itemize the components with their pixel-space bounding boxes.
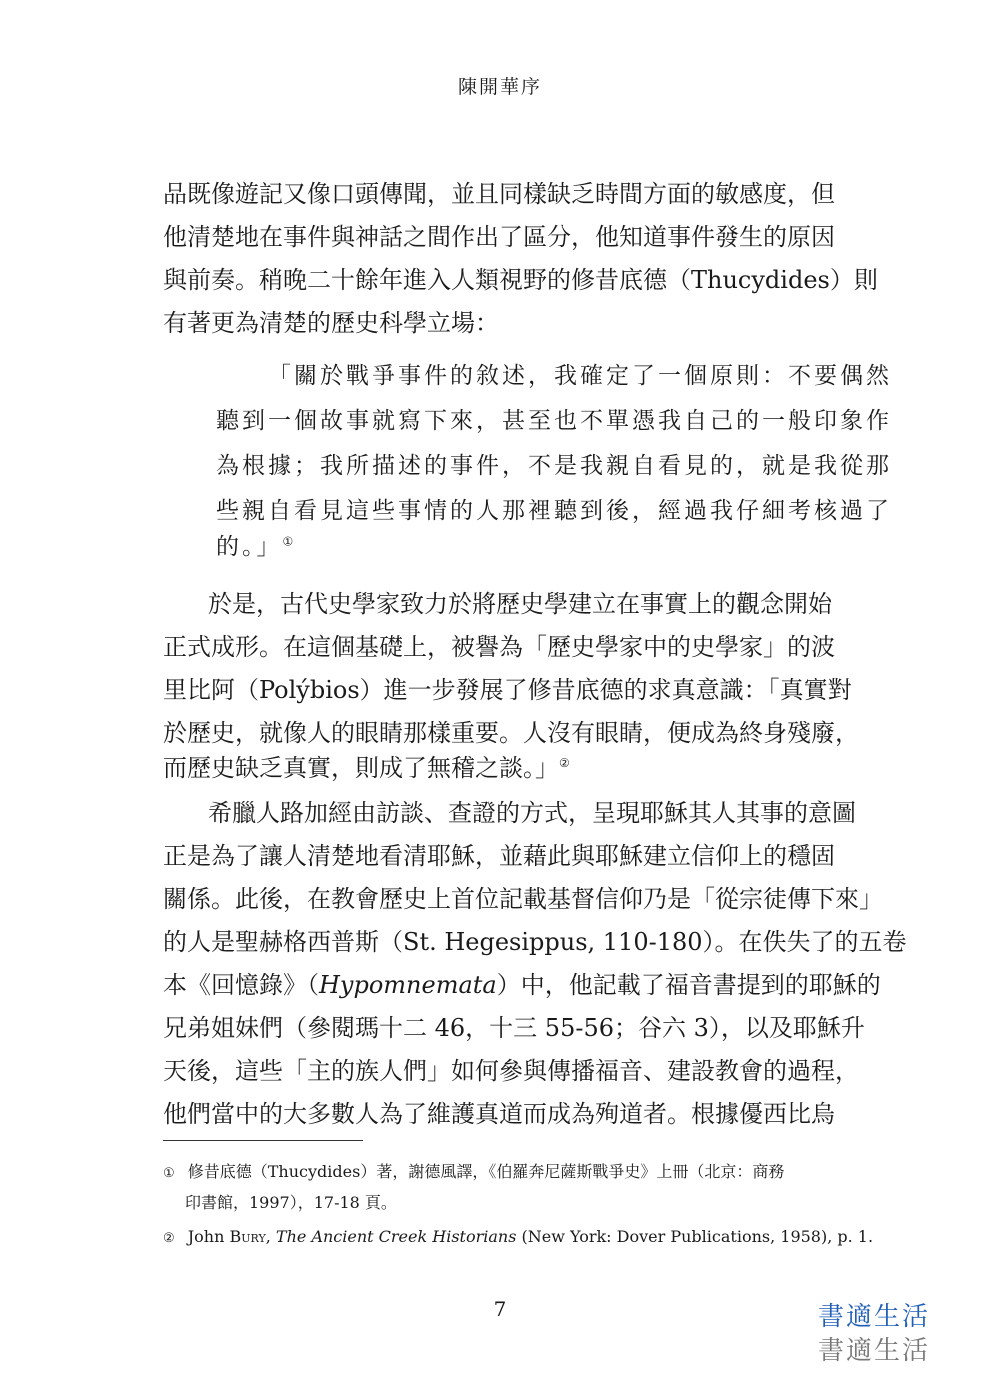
quote-line-last <box>216 528 296 561</box>
quote-line: 聽到一個故事就寫下來，甚至也不單憑我自己的一般印象作 <box>216 408 892 434</box>
watermark-logo-shadow: 書適生活 <box>818 1336 931 1366</box>
running-header: 陳開華序 <box>457 76 542 98</box>
body-text: 而歷史缺乏真實，則成了無稽之談。」 <box>163 754 559 782</box>
book-title: Hypomnemata <box>319 971 497 999</box>
body-line: 他清楚地在事件與神話之間作出了區分，他知道事件發生的原因 <box>163 223 835 251</box>
footnote-1-cont: 印書館，1997），17-18 頁。 <box>185 1193 397 1212</box>
footnote-title: The Ancient Creek Historians <box>275 1227 517 1246</box>
body-line: 於是，古代史學家致力於將歷史學建立在事實上的觀念開始 <box>208 590 832 618</box>
body-line: 品既像遊記又像口頭傳聞，並且同樣缺乏時間方面的敏感度，但 <box>163 180 835 208</box>
footnote-mark: ① <box>163 1166 175 1181</box>
body-line <box>163 965 881 1000</box>
footnote-author-surname: Bury <box>229 1227 266 1246</box>
watermark-logo: 書適生活 <box>818 1302 931 1332</box>
body-line: 里比阿（Polýbios）進一步發展了修昔底德的求真意識：「真實對 <box>163 676 852 704</box>
footnote-author: John <box>187 1227 230 1246</box>
footnote-text: 修昔底德（Thucydides）著，謝德風譯，《伯羅奔尼薩斯戰爭史》上冊（北京：商務 <box>187 1162 785 1181</box>
body-line: 的人是聖赫格西普斯（St. Hegesippus, 110-180）。在佚失了的五卷 <box>163 928 907 956</box>
quote-line: 「關於戰爭事件的敘述，我確定了一個原則：不要偶然 <box>268 363 892 389</box>
footnote-ref[interactable]: ① <box>282 534 297 549</box>
footnote-rest: (New York: Dover Publications, 1958), p. 1. <box>516 1227 874 1246</box>
body-line: 正是為了讓人清楚地看清耶穌，並藉此與耶穌建立信仰上的穩固 <box>163 842 835 870</box>
body-text: ）中，他記載了福音書提到的耶穌的 <box>496 971 881 999</box>
quote-text: 的。」 <box>216 534 283 560</box>
body-line: 與前奏。稍晚二十餘年進入人類視野的修昔底德（Thucydides）則 <box>163 266 878 294</box>
footnote-ref[interactable]: ② <box>559 756 570 770</box>
footnote-mark: ② <box>163 1231 175 1246</box>
quote-line: 些親自看見這些事情的人那裡聽到後，經過我仔細考核過了 <box>216 498 892 524</box>
body-line: 有著更為清楚的歷史科學立場： <box>163 309 499 337</box>
body-line: 於歷史，就像人的眼睛那樣重要。人沒有眼睛，便成為終身殘廢， <box>163 719 859 747</box>
footnote-divider <box>163 1140 363 1141</box>
quote-line: 為根據；我所描述的事件，不是我親自看見的，就是我從那 <box>216 453 892 479</box>
body-line: 天後，這些「主的族人們」如何參與傳播福音、建設教會的過程， <box>163 1057 859 1085</box>
footnote-2 <box>163 1227 873 1246</box>
body-line: 希臘人路加經由訪談、查證的方式，呈現耶穌其人其事的意圖 <box>208 799 856 827</box>
footnote-1 <box>163 1159 784 1182</box>
footnote-sep: , <box>265 1227 276 1246</box>
body-text: 本《回憶錄》（ <box>163 971 319 999</box>
body-line: 他們當中的大多數人為了維護真道而成為殉道者。根據優西比烏 <box>163 1100 835 1128</box>
body-line: 正式成形。在這個基礎上，被譽為「歷史學家中的史學家」的波 <box>163 633 835 661</box>
page-number: 7 <box>493 1297 507 1321</box>
body-line-last <box>163 748 570 783</box>
body-line: 關係。此後，在教會歷史上首位記載基督信仰乃是「從宗徒傳下來」 <box>163 885 883 913</box>
body-line: 兄弟姐妹們（參閱瑪十二 46，十三 55-56；谷六 3），以及耶穌升 <box>163 1014 865 1042</box>
